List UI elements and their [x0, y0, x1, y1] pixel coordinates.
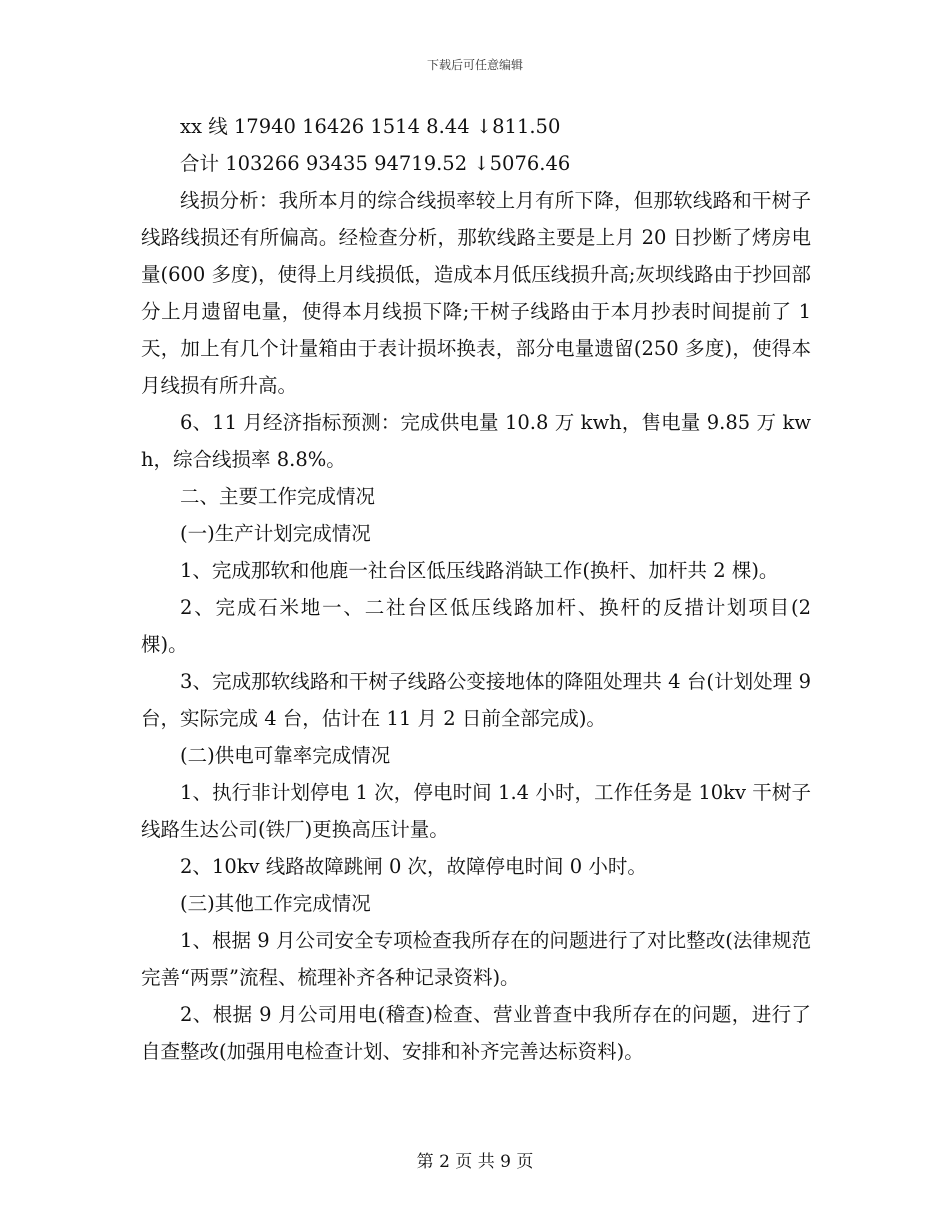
subsection-heading-other-work: (三)其他工作完成情况: [180, 892, 371, 915]
list-item: 2、根据 9 月公司用电(稽查)检查、营业普查中我所存在的问题，进行了自查整改(加强用电检查计划、安排和补齐完善达标资料)。: [141, 1003, 811, 1063]
subsection-heading-production: (一)生产计划完成情况: [180, 522, 371, 545]
list-item: 3、完成那软线路和干树子线路公变接地体的降阻处理共 4 台(计划处理 9 台，实际完成 4 台，估计在 11 月 2 日前全部完成)。: [141, 670, 811, 730]
table-row-xx-line: xx 线 17940 16426 1514 8.44 ↓811.50: [180, 115, 561, 138]
list-item: 1、执行非计划停电 1 次，停电时间 1.4 小时，工作任务是 10kv 干树子线路生达公司(铁厂)更换高压计量。: [141, 781, 811, 841]
line-loss-analysis-paragraph: 线损分析：我所本月的综合线损率较上月有所下降，但那软线路和干树子线路线损还有所偏高。经检查分析，那软线路主要是上月 20 日抄断了烤房电量(600 多度)，使得上月线损低，造成本月低压线损升高;灰坝线路由于抄回部分上月遗留电量，使得本月线损下降;干树子线路由于本月抄表时间提前了 1 天，加上有几个计量箱由于表计损坏换表，部分电量遗留(250 多度)，使得本月线损有所升高。: [141, 189, 811, 397]
list-item: 2、10kv 线路故障跳闸 0 次，故障停电时间 0 小时。: [180, 855, 647, 878]
forecast-paragraph: 6、11 月经济指标预测：完成供电量 10.8 万 kwh，售电量 9.85 万 kwh，综合线损率 8.8%。: [141, 411, 811, 471]
document-body: [141, 108, 811, 1070]
list-item: 1、完成那软和他鹿一社台区低压线路消缺工作(换杆、加杆共 2 棵)。: [180, 559, 779, 582]
list-item: 2、完成石米地一、二社台区低压线路加杆、换杆的反措计划项目(2 棵)。: [141, 596, 811, 656]
subsection-heading-reliability: (二)供电可靠率完成情况: [180, 744, 391, 767]
section-heading-main-work: 二、主要工作完成情况: [180, 485, 376, 508]
page-number-footer: 第 2 页 共 9 页: [416, 1152, 534, 1172]
page-header: 下载后可任意编辑: [426, 58, 523, 72]
list-item: 1、根据 9 月公司安全专项检查我所存在的问题进行了对比整改(法律规范完善“两票”流程、梳理补齐各种记录资料)。: [141, 929, 811, 989]
table-row-total: 合计 103266 93435 94719.52 ↓5076.46: [180, 152, 571, 175]
